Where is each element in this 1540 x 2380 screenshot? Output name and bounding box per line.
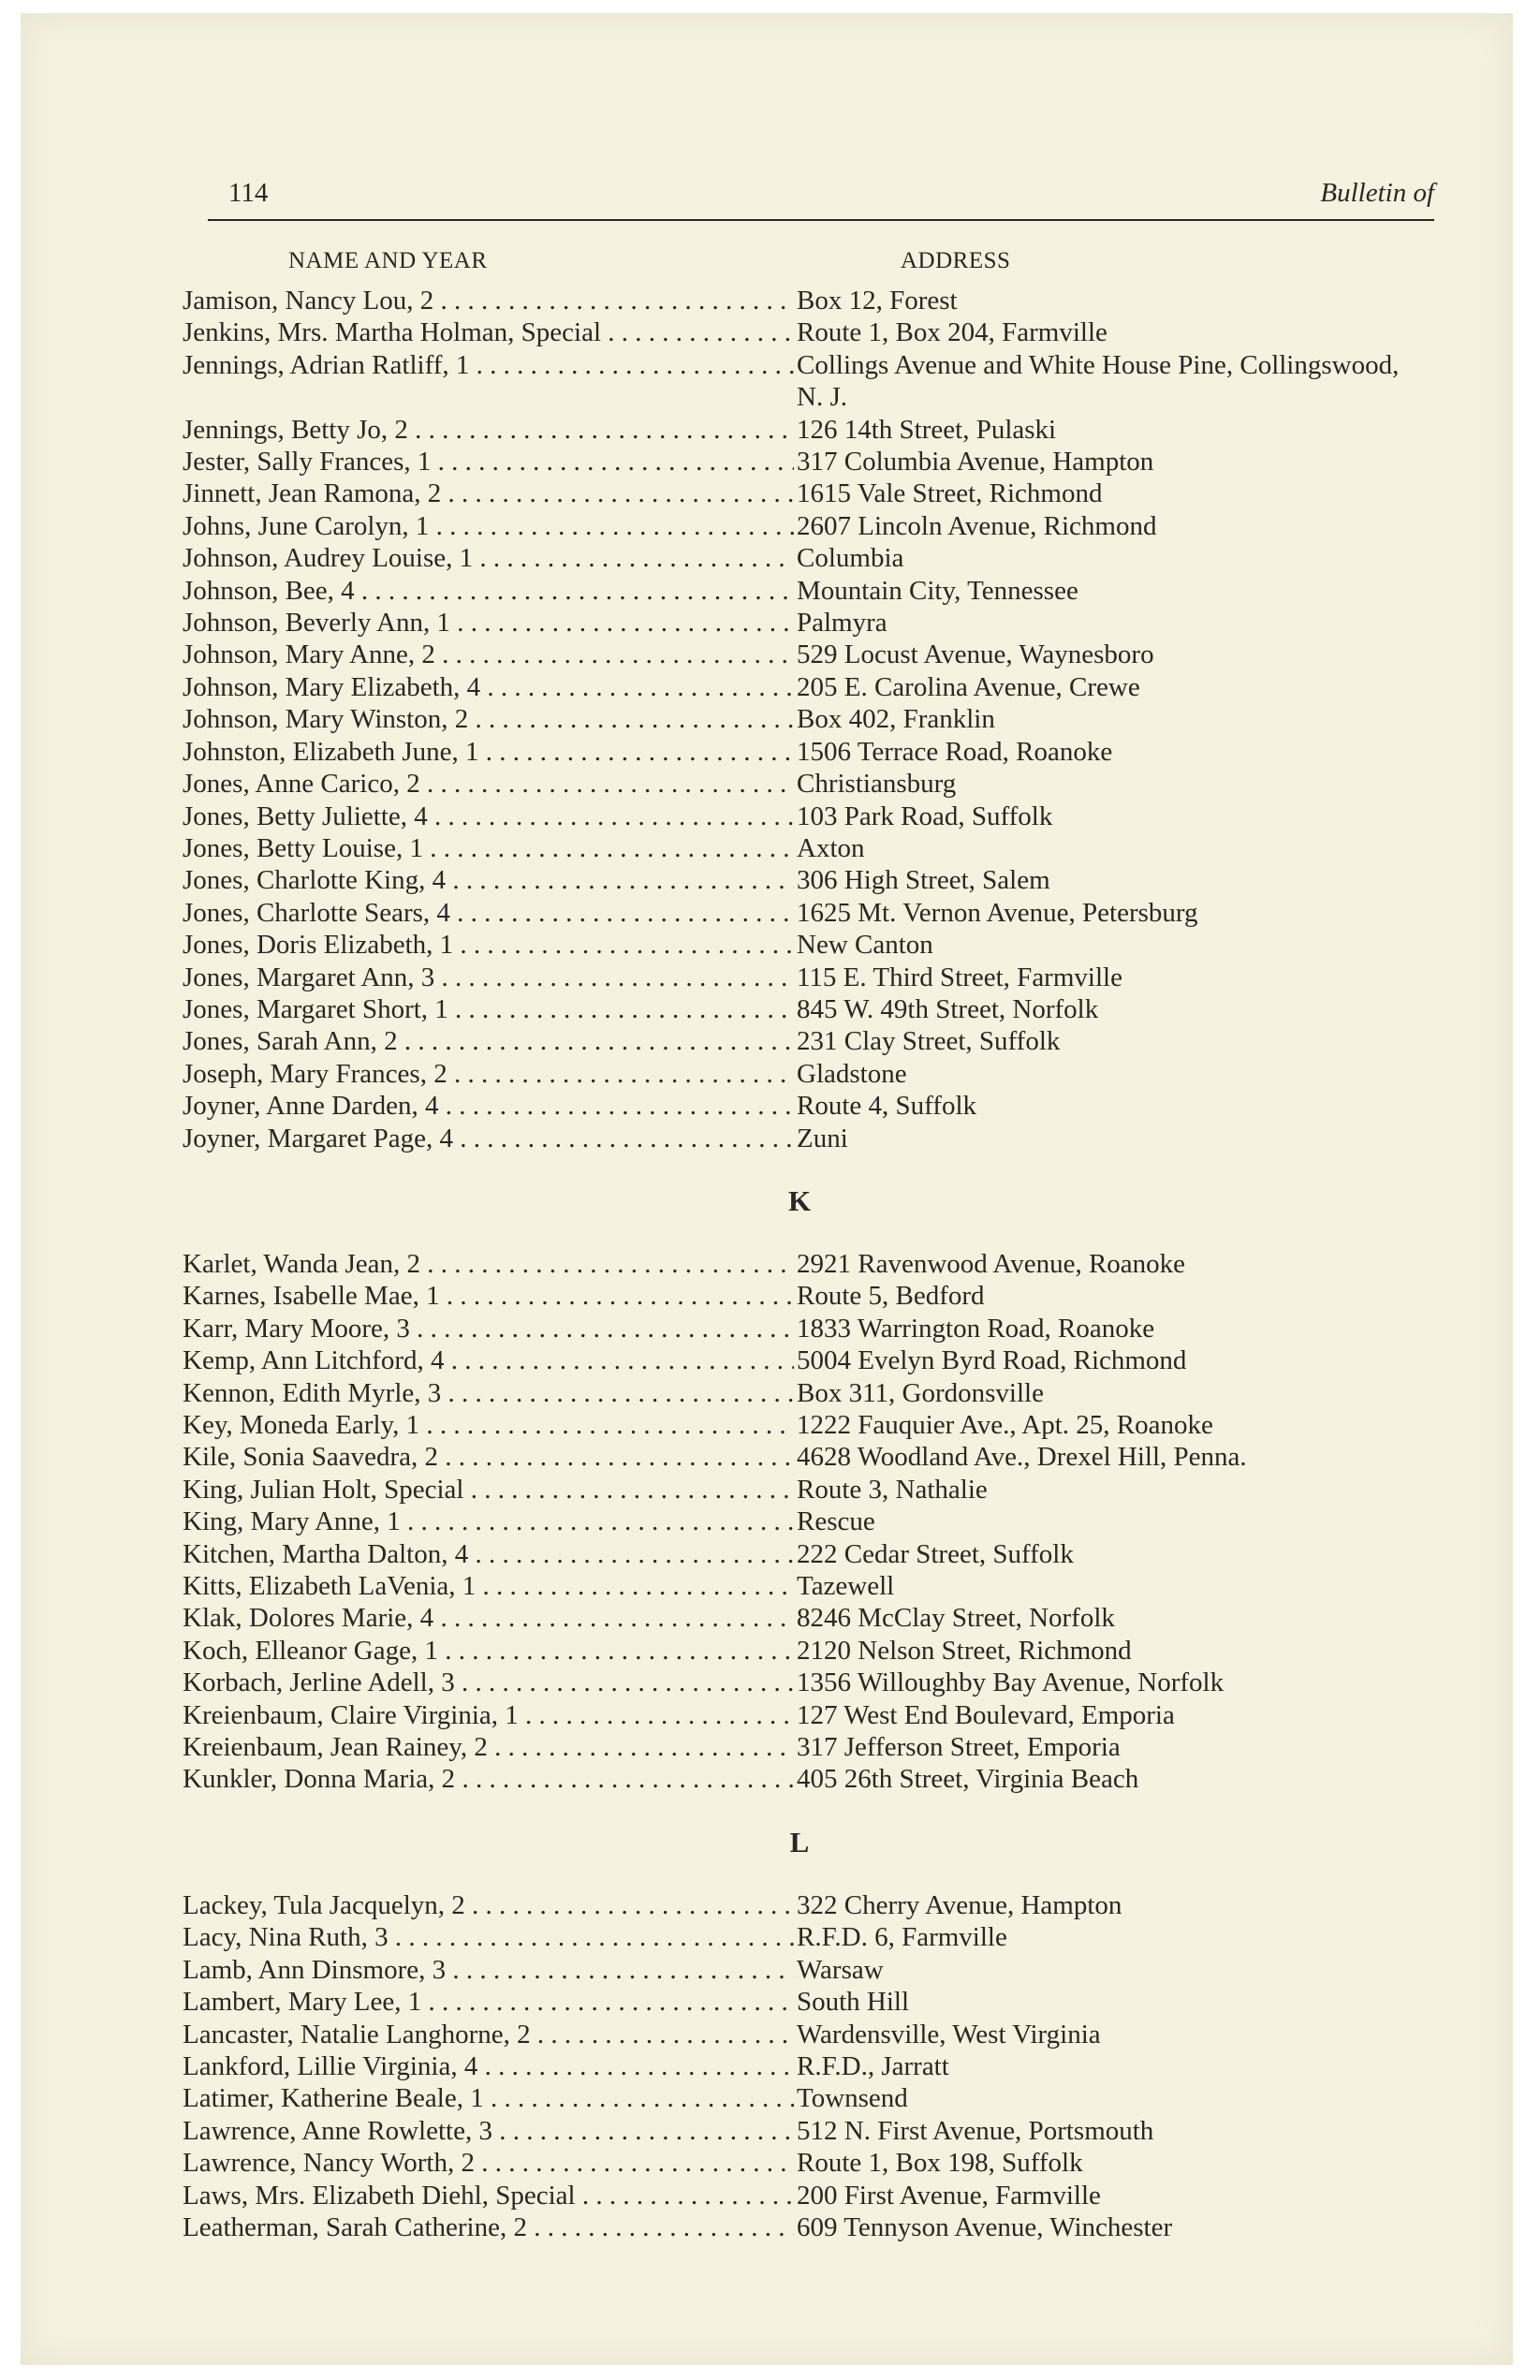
directory-entry <box>183 542 1428 574</box>
student-address: Palmyra <box>797 608 887 639</box>
student-address: 2120 Nelson Street, Richmond <box>797 1635 1132 1666</box>
student-address: New Canton <box>797 930 933 961</box>
student-name-year: Kile, Sonia Saavedra, 2 . . . <box>183 1441 794 1473</box>
student-name-year: Karnes, Isabelle Mae, 1 . . . <box>183 1280 794 1312</box>
student-address: 845 W. 49th Street, Norfolk <box>797 993 1099 1024</box>
student-name-year: Kunkler, Donna Maria, 2 . . . <box>183 1763 794 1795</box>
student-name-year: Jennings, Betty Jo, 2 . . . <box>183 414 794 446</box>
column-header-address: ADDRESS <box>901 248 1011 273</box>
student-address: Tazewell <box>797 1571 895 1602</box>
student-address: Route 1, Box 198, Suffolk <box>797 2148 1083 2179</box>
column-header-name: NAME AND YEAR <box>288 248 488 273</box>
directory-entry <box>183 316 1428 348</box>
directory-entry <box>183 1280 1428 1312</box>
student-address: 200 First Avenue, Farmville <box>797 2180 1101 2211</box>
student-name-year: Key, Moneda Early, 1 . . . <box>183 1409 794 1441</box>
student-name-year: Jones, Sarah Ann, 2 . . . <box>183 1025 794 1057</box>
student-name-year: Johnson, Mary Anne, 2 . . . <box>183 639 794 670</box>
student-address: 512 N. First Avenue, Portsmouth <box>797 2115 1154 2146</box>
student-address: Christiansburg <box>797 769 957 800</box>
directory-entry <box>183 703 1428 735</box>
student-address: 405 26th Street, Virginia Beach <box>797 1764 1139 1795</box>
directory-entry <box>183 446 1428 477</box>
student-name-year: Johnson, Bee, 4 . . . <box>183 575 794 607</box>
student-address: Route 4, Suffolk <box>797 1091 976 1122</box>
student-name-year: Kitchen, Martha Dalton, 4 . . . <box>183 1538 794 1570</box>
directory-entry <box>183 2180 1428 2211</box>
student-address: 127 West End Boulevard, Emporia <box>797 1699 1175 1730</box>
student-name-year: Koch, Elleanor Gage, 1 . . . <box>183 1635 794 1667</box>
student-name-year: Lamb, Ann Dinsmore, 3 . . . <box>183 1954 794 1986</box>
student-name-year: Lawrence, Anne Rowlette, 3 . . . <box>183 2115 794 2147</box>
student-name-year: Johns, June Carolyn, 1 . . . <box>183 510 794 542</box>
student-name-year: Jones, Anne Carico, 2 . . . <box>183 768 794 800</box>
directory-entry <box>183 2147 1428 2179</box>
student-address: Route 1, Box 204, Farmville <box>797 317 1107 348</box>
directory-entry <box>183 929 1428 961</box>
student-address: 205 E. Carolina Avenue, Crewe <box>797 671 1140 702</box>
directory-entry <box>183 993 1428 1025</box>
directory-entry <box>183 962 1428 993</box>
directory-entry <box>183 2211 1428 2243</box>
student-name-year: Laws, Mrs. Elizabeth Diehl, Special . . . <box>183 2180 794 2211</box>
student-name-year: King, Mary Anne, 1 . . . <box>183 1506 794 1537</box>
page-number: 114 <box>228 178 269 208</box>
directory-entry <box>183 1506 1428 1537</box>
directory-entry <box>183 2115 1428 2147</box>
directory-section <box>183 1796 1428 2243</box>
directory-entry <box>183 1954 1428 1986</box>
student-address: 2607 Lincoln Avenue, Richmond <box>797 510 1157 541</box>
directory-entry <box>183 510 1428 542</box>
directory-entry <box>183 1986 1428 2018</box>
student-address: 317 Columbia Avenue, Hampton <box>797 447 1154 477</box>
student-name-year: King, Julian Holt, Special . . . <box>183 1474 794 1506</box>
page-header <box>208 172 1434 221</box>
directory-entry <box>183 1635 1428 1667</box>
student-address: 322 Cherry Avenue, Hampton <box>797 1889 1122 1920</box>
student-name-year: Kreienbaum, Claire Virginia, 1 . . . <box>183 1699 794 1731</box>
student-name-year: Lambert, Mary Lee, 1 . . . <box>183 1986 794 2018</box>
directory-entry <box>183 1441 1428 1473</box>
student-directory-list <box>183 285 1428 2243</box>
directory-entry <box>183 1667 1428 1698</box>
directory-entry <box>183 1763 1428 1795</box>
directory-entry <box>183 1248 1428 1280</box>
student-name-year: Jones, Charlotte Sears, 4 . . . <box>183 897 794 929</box>
directory-entry <box>183 1090 1428 1122</box>
directory-entry <box>183 575 1428 607</box>
student-address: Route 5, Bedford <box>797 1281 985 1312</box>
student-address: 4628 Woodland Ave., Drexel Hill, Penna. <box>797 1442 1247 1473</box>
running-title: Bulletin of <box>1320 178 1434 208</box>
directory-entry <box>183 1409 1428 1441</box>
directory-entry <box>183 671 1428 703</box>
student-name-year: Jones, Charlotte King, 4 . . . <box>183 864 794 896</box>
student-name-year: Karlet, Wanda Jean, 2 . . . <box>183 1248 794 1280</box>
directory-entry <box>183 639 1428 670</box>
student-address: 2921 Ravenwood Avenue, Roanoke <box>797 1248 1186 1279</box>
student-address: Box 311, Gordonsville <box>797 1377 1044 1408</box>
student-name-year: Jones, Margaret Ann, 3 . . . <box>183 962 794 993</box>
student-name-year: Jinnett, Jean Ramona, 2 . . . <box>183 477 794 509</box>
student-address: 103 Park Road, Suffolk <box>797 801 1053 831</box>
student-name-year: Johnson, Audrey Louise, 1 . . . <box>183 542 794 574</box>
student-name-year: Jenkins, Mrs. Martha Holman, Special . . . <box>183 316 794 348</box>
directory-entry <box>183 801 1428 832</box>
student-address: Collings Avenue and White House Pine, Collingswood, N. J. <box>797 349 1400 413</box>
student-name-year: Johnson, Mary Elizabeth, 4 . . . <box>183 671 794 703</box>
student-name-year: Jones, Doris Elizabeth, 1 . . . <box>183 929 794 961</box>
directory-entry <box>183 285 1428 316</box>
directory-entry <box>183 2082 1428 2114</box>
student-address: Mountain City, Tennessee <box>797 575 1078 606</box>
student-name-year: Jester, Sally Frances, 1 . . . <box>183 446 794 477</box>
student-address: Rescue <box>797 1506 875 1537</box>
directory-entry <box>183 477 1428 509</box>
student-address: Axton <box>797 832 865 863</box>
student-address: 126 14th Street, Pulaski <box>797 414 1057 445</box>
student-address: 1506 Terrace Road, Roanoke <box>797 736 1113 767</box>
student-address: R.F.D. 6, Farmville <box>797 1922 1007 1953</box>
directory-entry <box>183 1058 1428 1090</box>
student-name-year: Joseph, Mary Frances, 2 . . . <box>183 1058 794 1090</box>
student-name-year: Kreienbaum, Jean Rainey, 2 . . . <box>183 1731 794 1763</box>
student-name-year: Jamison, Nancy Lou, 2 . . . <box>183 285 794 316</box>
student-name-year: Kemp, Ann Litchford, 4 . . . <box>183 1344 794 1376</box>
student-name-year: Karr, Mary Moore, 3 . . . <box>183 1313 794 1344</box>
directory-section <box>183 1154 1428 1796</box>
directory-entry <box>183 1570 1428 1602</box>
directory-section <box>183 285 1428 1154</box>
student-address: 5004 Evelyn Byrd Road, Richmond <box>797 1345 1187 1376</box>
directory-entry <box>183 1731 1428 1763</box>
student-address: 306 High Street, Salem <box>797 865 1050 896</box>
student-address: 529 Locust Avenue, Waynesboro <box>797 639 1154 670</box>
student-address: Box 402, Franklin <box>797 704 995 735</box>
student-address: Wardensville, West Virginia <box>797 2019 1101 2049</box>
directory-entry <box>183 1344 1428 1376</box>
student-address: 115 E. Third Street, Farmville <box>797 962 1122 992</box>
directory-entry <box>183 1889 1428 1921</box>
student-name-year: Jennings, Adrian Ratliff, 1 . . . <box>183 349 794 381</box>
student-address: Box 12, Forest <box>797 286 958 316</box>
student-address: 222 Cedar Street, Suffolk <box>797 1538 1074 1569</box>
student-name-year: Jones, Margaret Short, 1 . . . <box>183 993 794 1025</box>
student-name-year: Joyner, Margaret Page, 4 . . . <box>183 1123 794 1154</box>
directory-entry <box>183 1025 1428 1057</box>
student-address: 8246 McClay Street, Norfolk <box>797 1603 1115 1634</box>
student-name-year: Jones, Betty Louise, 1 . . . <box>183 832 794 864</box>
directory-entry <box>183 832 1428 864</box>
directory-entry <box>183 1538 1428 1570</box>
student-address: 317 Jefferson Street, Emporia <box>797 1732 1121 1763</box>
directory-entry <box>183 864 1428 896</box>
student-address: 1833 Warrington Road, Roanoke <box>797 1313 1155 1344</box>
student-address: 609 Tennyson Avenue, Winchester <box>797 2211 1173 2242</box>
student-name-year: Johnson, Beverly Ann, 1 . . . <box>183 607 794 639</box>
directory-entry <box>183 349 1428 414</box>
student-address: Gladstone <box>797 1058 907 1089</box>
student-name-year: Lawrence, Nancy Worth, 2 . . . <box>183 2147 794 2179</box>
directory-entry <box>183 1123 1428 1154</box>
student-name-year: Johnston, Elizabeth June, 1 . . . <box>183 736 794 768</box>
directory-entry <box>183 2019 1428 2050</box>
student-name-year: Lancaster, Natalie Langhorne, 2 . . . <box>183 2019 794 2050</box>
student-name-year: Lacy, Nina Ruth, 3 . . . <box>183 1921 794 1953</box>
directory-entry <box>183 1377 1428 1409</box>
student-name-year: Leatherman, Sarah Catherine, 2 . . . <box>183 2211 794 2243</box>
student-address: Route 3, Nathalie <box>797 1474 988 1505</box>
student-address: Warsaw <box>797 1954 884 1985</box>
student-name-year: Joyner, Anne Darden, 4 . . . <box>183 1090 794 1122</box>
directory-entry <box>183 607 1428 639</box>
directory-entry <box>183 1474 1428 1506</box>
student-name-year: Kitts, Elizabeth LaVenia, 1 . . . <box>183 1570 794 1602</box>
student-name-year: Lackey, Tula Jacquelyn, 2 . . . <box>183 1889 794 1921</box>
section-letter-heading: K <box>787 1183 812 1217</box>
directory-entry <box>183 1313 1428 1344</box>
directory-entry <box>183 1921 1428 1953</box>
section-letter-heading: L <box>789 1825 810 1858</box>
student-name-year: Jones, Betty Juliette, 4 . . . <box>183 801 794 832</box>
directory-entry <box>183 897 1428 929</box>
directory-entry <box>183 768 1428 800</box>
student-address: 1615 Vale Street, Richmond <box>797 478 1103 509</box>
directory-entry <box>183 1699 1428 1731</box>
student-address: 231 Clay Street, Suffolk <box>797 1026 1061 1057</box>
student-address: Zuni <box>797 1123 848 1153</box>
directory-entry <box>183 414 1428 446</box>
student-name-year: Klak, Dolores Marie, 4 . . . <box>183 1602 794 1634</box>
student-address: 1356 Willoughby Bay Avenue, Norfolk <box>797 1667 1225 1698</box>
student-name-year: Latimer, Katherine Beale, 1 . . . <box>183 2082 794 2114</box>
student-address: R.F.D., Jarratt <box>797 2050 949 2081</box>
directory-entry <box>183 2050 1428 2082</box>
student-name-year: Johnson, Mary Winston, 2 . . . <box>183 703 794 735</box>
student-address: 1625 Mt. Vernon Avenue, Petersburg <box>797 897 1198 928</box>
directory-entry <box>183 1602 1428 1634</box>
student-name-year: Kennon, Edith Myrle, 3 . . . <box>183 1377 794 1409</box>
student-address: Townsend <box>797 2083 908 2114</box>
student-address: South Hill <box>797 1987 910 2018</box>
student-name-year: Korbach, Jerline Adell, 3 . . . <box>183 1667 794 1698</box>
directory-entry <box>183 736 1428 768</box>
student-address: 1222 Fauquier Ave., Apt. 25, Roanoke <box>797 1410 1213 1440</box>
student-address: Columbia <box>797 543 904 574</box>
student-name-year: Lankford, Lillie Virginia, 4 . . . <box>183 2050 794 2082</box>
